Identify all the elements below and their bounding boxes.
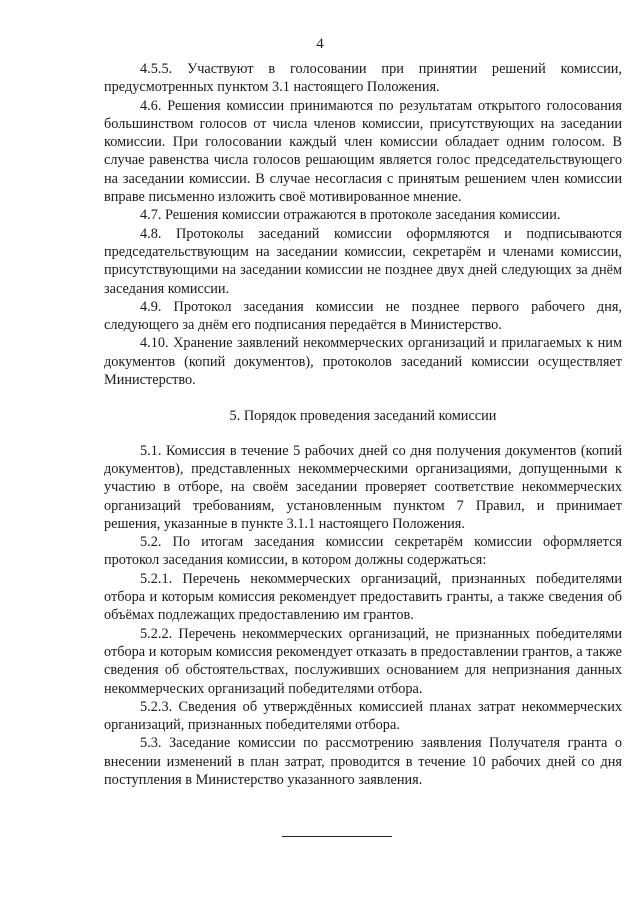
paragraph-4-8: 4.8. Протоколы заседаний комиссии оформляются и подписываются председательствующим на заседании комиссии, секретарём и членами комиссии, присутствующими на заседании комиссии не позднее двух дней следующих за днём заседания комиссии.: [104, 225, 622, 297]
paragraph-5-2-3: 5.2.3. Сведения об утверждённых комиссией планах затрат некоммерческих организаций, признанных победителями отбора.: [104, 698, 622, 734]
paragraph-5-2-1: 5.2.1. Перечень некоммерческих организаций, признанных победителями отбора и которым комиссия рекомендует предоставить гранты, а также сведения об объёмах подлежащих предоставлению им грантов.: [104, 570, 622, 624]
paragraph-4-6: 4.6. Решения комиссии принимаются по результатам открытого голосования большинством голосов от числа членов комиссии, присутствующих на заседании комиссии. При голосовании каждый член комиссии обладает одним голосом. В случае равенства числа голосов решающим является голос председательствующего на заседании комиссии. В случае несогласия с принятым решением член комиссии вправе письменно изложить своё мотивированное мнение.: [104, 97, 622, 206]
section-title: 5. Порядок проведения заседаний комиссии: [229, 408, 497, 425]
footer-divider: [282, 836, 392, 837]
page-number: 4: [316, 36, 324, 52]
paragraph-4-10: 4.10. Хранение заявлений некоммерческих организаций и прилагаемых к ним документов (копий документов), протоколов заседаний комиссии осуществляет Министерство.: [104, 335, 622, 389]
paragraph-4-7: 4.7. Решения комиссии отражаются в протоколе заседания комиссии.: [140, 207, 561, 224]
paragraph-4-9: 4.9. Протокол заседания комиссии не позднее первого рабочего дня, следующего за днём его подписания передаётся в Министерство.: [104, 298, 622, 334]
paragraph-5-2: 5.2. По итогам заседания комиссии секретарём комиссии оформляется протокол заседания комиссии, в котором должны содержаться:: [104, 534, 622, 569]
paragraph-5-3: 5.3. Заседание комиссии по рассмотрению заявления Получателя гранта о внесении изменений в план затрат, проводится в течение 10 рабочих дней со дня поступления в Министерство указанного заявления.: [104, 735, 622, 788]
document-body: [104, 60, 622, 789]
paragraph-4-5-5: 4.5.5. Участвуют в голосовании при принятии решений комиссии, предусмотренных пунктом 3.1 настоящего Положения.: [104, 61, 622, 96]
paragraph-5-1: 5.1. Комиссия в течение 5 рабочих дней со дня получения документов (копий документов), представленных некоммерческими организациями, допущенными к участию в отборе, на своём заседании проверяет соответствие некоммерческих организаций требованиям, установленным пунктом 7 Правил, и принимает решения, указанные в пункте 3.1.1 настоящего Положения.: [104, 442, 622, 532]
paragraph-5-2-2: 5.2.2. Перечень некоммерческих организаций, не признанных победителями отбора и которым комиссия рекомендует отказать в предоставлении грантов, а также сведения об обстоятельствах, послуживших основанием для непризнания данных некоммерческих организаций победителями отбора.: [104, 625, 622, 697]
